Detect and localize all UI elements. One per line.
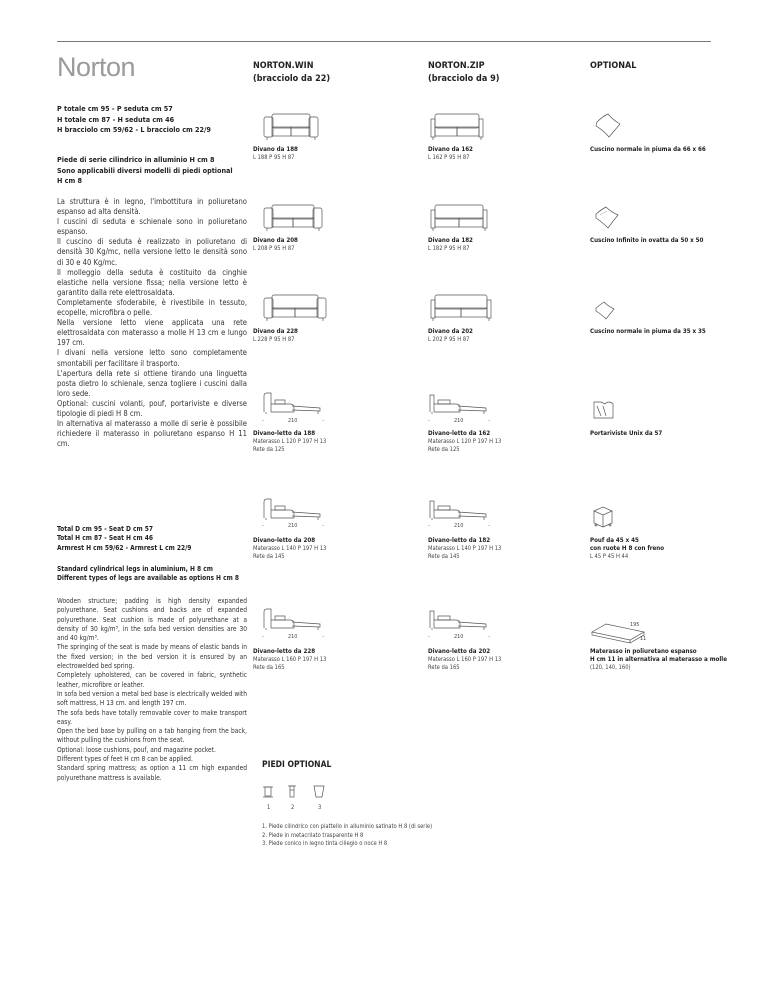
en-spec-line: Total D cm 95 - Seat D cm 57 — [57, 525, 153, 533]
cushion-66-label: Cuscino normale in piuma da 66 x 66 — [590, 146, 706, 153]
leg-cylinder-icon — [262, 785, 274, 799]
sofa-208-dims: L 208 P 95 H 87 — [253, 246, 295, 252]
legs-title: PIEDI OPTIONAL — [262, 760, 332, 770]
sofa-202-sketch — [430, 294, 492, 322]
it-spec-line: P totale cm 95 - P seduta cm 57 — [57, 104, 173, 113]
bed-208-mattress: Materasso L 140 P 197 H 13 — [253, 546, 327, 552]
bed-162-mattress: Materasso L 120 P 197 H 13 — [428, 439, 502, 445]
sofa-bed-162-sketch — [428, 392, 494, 416]
bed-228-dim: 210 — [288, 634, 298, 640]
bed-188-mattress: Materasso L 120 P 197 H 13 — [253, 439, 327, 445]
mattress-length-dim: 195 — [630, 622, 640, 628]
bed-162-name: Divano-letto da 162 — [428, 430, 491, 437]
sofa-182-name: Divano da 182 — [428, 237, 473, 244]
mattress-sizes: (120, 140, 160) — [590, 665, 631, 671]
sofa-162-sketch — [430, 113, 484, 141]
leg-note-2: 2. Piede in metacrilato trasparente H 8 — [262, 832, 364, 839]
en-specs — [57, 525, 191, 553]
bed-188-base: Rete da 125 — [253, 447, 285, 453]
leg-methacrylate-icon — [287, 784, 297, 799]
magazine-rack-label: Portariviste Unix da 57 — [590, 430, 663, 437]
column-zip-sub: (bracciolo da 9) — [428, 74, 500, 84]
bed-188-name: Divano-letto da 188 — [253, 430, 316, 437]
bed-202-mattress: Materasso L 160 P 197 H 13 — [428, 657, 502, 663]
bed-228-base: Rete da 165 — [253, 665, 285, 671]
legs-notes — [262, 823, 432, 849]
pouf-casters: con ruote H 8 con freno — [590, 545, 665, 552]
bed-162-base: Rete da 125 — [428, 447, 460, 453]
column-zip-name: NORTON.ZIP — [428, 61, 485, 71]
it-specs — [57, 104, 211, 136]
sofa-202-dims: L 202 P 95 H 87 — [428, 337, 470, 343]
sofa-182-sketch — [430, 204, 488, 232]
sofa-bed-182-sketch — [428, 498, 494, 522]
mattress-name: Materasso in poliuretano espanso — [590, 648, 697, 655]
mattress-height-dim: 11 — [640, 636, 647, 642]
bed-182-name: Divano-letto da 182 — [428, 537, 491, 544]
column-header-win — [253, 60, 330, 86]
bed-228-name: Divano-letto da 228 — [253, 648, 316, 655]
sofa-bed-208-sketch — [262, 498, 328, 522]
pouf-dims: L 45 P 45 H 44 — [590, 554, 629, 560]
bed-208-name: Divano-letto da 208 — [253, 537, 316, 544]
brand-title: Norton — [57, 52, 136, 82]
sofa-bed-202-sketch — [428, 608, 494, 632]
bed-162-dim: 210 — [454, 418, 464, 424]
sofa-188-dims: L 188 P 95 H 87 — [253, 155, 295, 161]
column-win-name: NORTON.WIN — [253, 61, 314, 71]
sofa-202-name: Divano da 202 — [428, 328, 473, 335]
sofa-188-name: Divano da 188 — [253, 146, 298, 153]
sofa-162-dims: L 162 P 95 H 87 — [428, 155, 470, 161]
bed-202-dim: 210 — [454, 634, 464, 640]
en-legs — [57, 565, 257, 584]
pouf-name: Pouf da 45 x 45 — [590, 537, 639, 544]
bed-202-base: Rete da 165 — [428, 665, 460, 671]
leg-number-1: 1 — [267, 805, 271, 811]
it-spec-line: H totale cm 87 - H seduta cm 46 — [57, 114, 175, 124]
mattress-alternative: H cm 11 in alternativa al materasso a molle — [590, 656, 727, 663]
top-rule — [57, 41, 711, 42]
en-legs-line: Different types of legs are available as options H cm 8 — [57, 574, 239, 583]
cushion-50-icon — [593, 205, 621, 231]
sofa-bed-228-sketch — [262, 608, 328, 632]
cushion-50-label: Cuscino Infinito in ovatta da 50 x 50 — [590, 237, 704, 244]
bed-188-dim: 210 — [288, 418, 298, 424]
bed-208-dim: 210 — [288, 523, 298, 529]
column-header-zip — [428, 60, 499, 86]
column-header-optional: OPTIONAL — [590, 61, 637, 71]
en-legs-line: Standard cylindrical legs in aluminium, H 8 cm — [57, 565, 213, 573]
magazine-rack-icon — [591, 398, 617, 422]
en-description: Wooden structure; padding is high density expanded polyurethane. Seat cushions and backs are of expanded polyurethane. Seat cushion is made of polyurethane at a density of 30 kg/m³, in the sofa bed version densities are 30 and 40 kg/m³. The springing of the seat is made by means of elastic bands in the fixed version; in the bed version it is ensured by an electrowelded bed spring. Completely upholstered, can be covered in fabric, synthetic leather, microfibre or leather. In sofa bed version a metal bed base is electrically welded with soft mattress, H 13 cm. and length 197 cm. The sofa beds have totally removable cover to make transport easy. Open the bed base by pulling on a tab hanging from the back, without pulling the cushions from the seat. Optional: loose cushions, pouf, and magazine pocket. Different types of feet H cm 8 can be applied. Standard spring mattress; as option a 11 cm high expanded polyurethane mattress is available. — [57, 597, 247, 782]
it-legs — [57, 155, 252, 187]
cushion-35-label: Cuscino normale in piuma da 35 x 35 — [590, 328, 706, 335]
sofa-228-dims: L 228 P 95 H 87 — [253, 337, 295, 343]
cushion-66-icon — [593, 112, 623, 140]
it-legs-line: Sono applicabili diversi modelli di piedi optional — [57, 165, 233, 175]
sofa-162-name: Divano da 162 — [428, 146, 473, 153]
sofa-208-name: Divano da 208 — [253, 237, 298, 244]
cushion-35-icon — [593, 300, 617, 322]
leg-number-2: 2 — [291, 805, 295, 811]
sofa-188-sketch — [263, 113, 319, 141]
pouf-icon — [592, 505, 614, 529]
sofa-208-sketch — [263, 204, 323, 232]
bed-182-dim: 210 — [454, 523, 464, 529]
it-legs-line: Piede di serie cilindrico in alluminio H cm 8 — [57, 155, 215, 164]
sofa-bed-188-sketch — [262, 392, 328, 416]
bed-228-mattress: Materasso L 160 P 197 H 13 — [253, 657, 327, 663]
it-description: La struttura è in legno, l'imbottitura in poliuretano espanso ad alta densità. I cuscini di seduta e schienale sono in poliuretano espanso. Il cuscino di seduta è realizzato in poliuretano di densità 30 Kg/mc, nella versione letto le densità sono di 30 e 40 Kg/mc. Il molleggio della seduta è costituito da cinghie elastiche nella versione fissa; nella versione letto è garantito dalla rete elettrosaldata. Completamente sfoderabile, è rivestibile in tessuto, ecopelle, microfibra o pelle. Nella versione letto viene applicata una rete elettrosaldata con materasso a molle H 13 cm e lungo 197 cm. I divani nella versione letto sono completamente smontabili per facilitare il trasporto. L'apertura della rete si ottiene tirando una linguetta posta dietro lo schienale, senza togliere i cuscini dalla loro sede. Optional: cuscini volanti, pouf, portariviste e diverse tipologie di piedi H 8 cm. In alternativa al materasso a molle di serie è possibile richiedere il materasso in poliuretano espanso H 11 cm. — [57, 197, 247, 449]
column-win-sub: (bracciolo da 22) — [253, 74, 331, 84]
sofa-182-dims: L 182 P 95 H 87 — [428, 246, 470, 252]
sofa-228-sketch — [263, 294, 327, 322]
leg-note-3: 3. Piede conico in legno tinta ciliegio o noce H 8 — [262, 841, 388, 848]
en-spec-line: Armrest H cm 59/62 - Armrest L cm 22/9 — [57, 543, 192, 552]
bed-208-base: Rete da 145 — [253, 554, 285, 560]
bed-182-mattress: Materasso L 140 P 197 H 13 — [428, 546, 502, 552]
leg-conical-icon — [313, 784, 325, 799]
leg-number-3: 3 — [318, 805, 322, 811]
sofa-228-name: Divano da 228 — [253, 328, 298, 335]
leg-note-1: 1. Piede cilindrico con piattello in alluminio satinato H 8 (di serie) — [262, 824, 433, 830]
it-spec-line: H bracciolo cm 59/62 - L bracciolo cm 22/9 — [57, 125, 211, 134]
bed-182-base: Rete da 145 — [428, 554, 460, 560]
it-legs-line: H cm 8 — [57, 176, 82, 185]
en-spec-line: Total H cm 87 - Seat H cm 46 — [57, 534, 154, 543]
bed-202-name: Divano-letto da 202 — [428, 648, 491, 655]
